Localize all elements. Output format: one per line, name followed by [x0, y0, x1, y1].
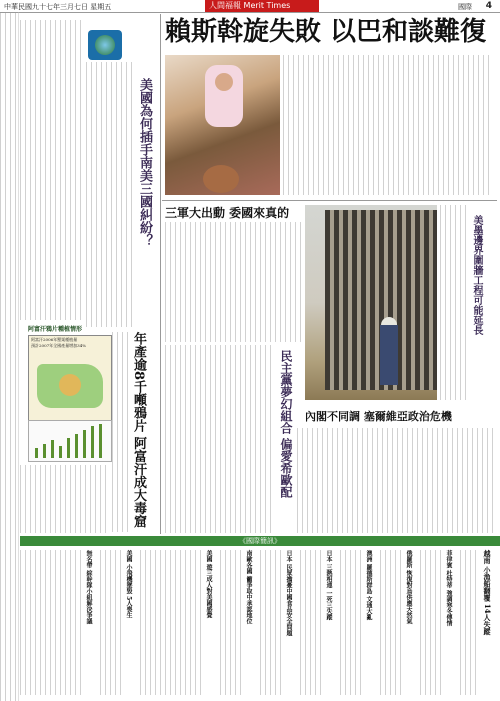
briefs-area [20, 548, 500, 698]
brief-5-text [300, 550, 322, 695]
brief-4: 澳洲 羅德斯群島 文通大亂 [365, 550, 372, 621]
brief-3-text [380, 550, 402, 695]
brief-10-text [20, 550, 82, 695]
brief-9: 美國 小飛機墜毀 5人喪生 [125, 550, 132, 619]
page-header [0, 0, 500, 13]
brief-6-text [260, 550, 282, 695]
photo-crowd [203, 165, 239, 193]
main-article-text [283, 55, 493, 195]
venezuela-text [165, 222, 301, 342]
us-border-headline: 美墨邊界圍牆工程可能延長 [471, 215, 482, 335]
brief-7: 南歐各國 籲爭取中承認地位 [245, 550, 252, 625]
column-rule [160, 14, 161, 534]
brief-4-text [340, 550, 362, 695]
brief-6: 日本 民眾擔憂中國食品安全問題 [285, 550, 292, 637]
us-border-text [440, 205, 468, 400]
briefs-bar: 《國際簡訊》 [20, 536, 500, 546]
photo-face [215, 73, 233, 91]
serbia-headline: 內閣不同調 塞爾維亞政治危機 [305, 410, 452, 423]
map-region [59, 374, 81, 396]
brief-8: 美國 遊三成人對美國感覺 [205, 550, 212, 619]
brief-9-text [100, 550, 122, 695]
afghanistan-headline: 年產逾8千噸鴉片 阿富汗成大毒窟 [131, 332, 146, 528]
map-title: 阿富汗鴉片種植情形 [28, 326, 83, 333]
main-photo [165, 55, 280, 195]
brief-5: 日本 三熱相連 一死三失蹤 [325, 550, 332, 621]
serbia-text [297, 428, 493, 533]
brief-10: 無名帶 綜幹隊小組解決爭議 [85, 550, 92, 625]
index-column [0, 12, 19, 701]
venezuela-headline: 三軍大出動 委國來真的 [165, 206, 290, 220]
brief-1: 越南 小漁船翻覆 14人失蹤 [483, 550, 492, 635]
page-number: 4 [485, 1, 492, 11]
brief-8-text [140, 550, 202, 695]
democrats-text [165, 345, 275, 533]
afghan-text [112, 332, 128, 532]
section-label: 國際 [458, 3, 472, 11]
map-subtitle: 阿富汗2006年罌粟種植量 [31, 337, 78, 342]
brief-3: 俄羅斯 恢復對烏供應天然氣 [405, 550, 412, 625]
map-note: 預計2007年全國產量增加34% [31, 343, 87, 348]
main-headline: 賴斯斡旋失敗 以巴和談難復 [165, 17, 487, 47]
issue-date: 中華民國九十七年三月七日 星期五 [4, 3, 112, 11]
brief-1-text [460, 550, 480, 695]
brief-2: 菲律賓 杜特蒂 強調寒冬傳情 [445, 550, 452, 627]
masthead: 人間福報 Merit Times [205, 0, 319, 12]
left-article-text [20, 20, 84, 320]
afghan-text-2 [20, 465, 110, 533]
left-article-text-2 [86, 62, 132, 327]
section-rule [162, 200, 497, 201]
latin-america-headline: 美國為何插手南美三國糾紛？ [137, 78, 152, 247]
globe-logo [88, 30, 122, 60]
production-bar-chart [28, 420, 112, 462]
worker [380, 325, 398, 385]
border-fence-photo [305, 205, 437, 400]
brief-2-text [420, 550, 442, 695]
brief-7-text [220, 550, 242, 695]
democrats-headline: 民主黨夢幻組合 偏愛希歐配 [279, 350, 293, 499]
